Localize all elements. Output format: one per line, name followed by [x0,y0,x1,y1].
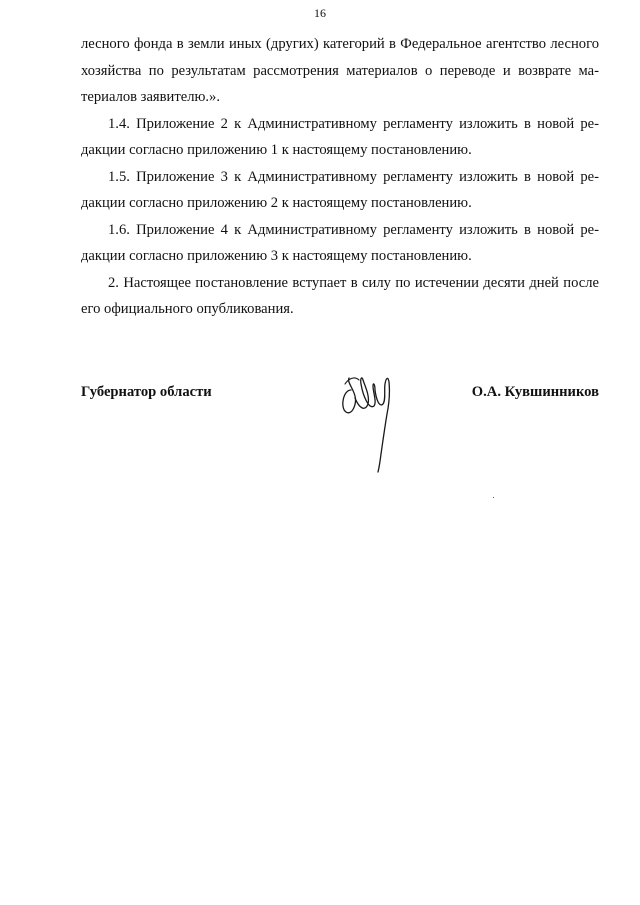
paragraph-item-1-6: 1.6. Приложение 4 к Административному регламенту изложить в новой редакции согласно приложению 3 к настоящему постановлению. [81,221,599,264]
signatory-name: О.А. Кувшинников [471,384,599,400]
paragraph-continuation: лесного фонда в земли иных (других) категорий в Федеральное агентство лесного хозяйства по результатам рассмотрения материалов о переводе и возврате материалов заявителю.». [81,36,599,105]
paragraph-item-2: 2. Настоящее постановление вступает в силу по истечении десяти дней после его официального опубликования. [81,274,599,317]
signatory-position: Губернатор области [81,384,212,400]
document-body [81,31,599,323]
paragraph-item-1-4: 1.4. Приложение 2 к Административному регламенту изложить в новой редакции согласно приложению 1 к настоящему постановлению. [81,115,599,158]
page-number: 16 [314,6,326,20]
paragraph-item-1-5: 1.5. Приложение 3 к Административному регламенту изложить в новой редакции согласно приложению 2 к настоящему постановлению. [81,168,599,211]
handwritten-signature-icon [337,368,407,478]
scan-speck [493,497,494,498]
signature-block [81,382,599,492]
